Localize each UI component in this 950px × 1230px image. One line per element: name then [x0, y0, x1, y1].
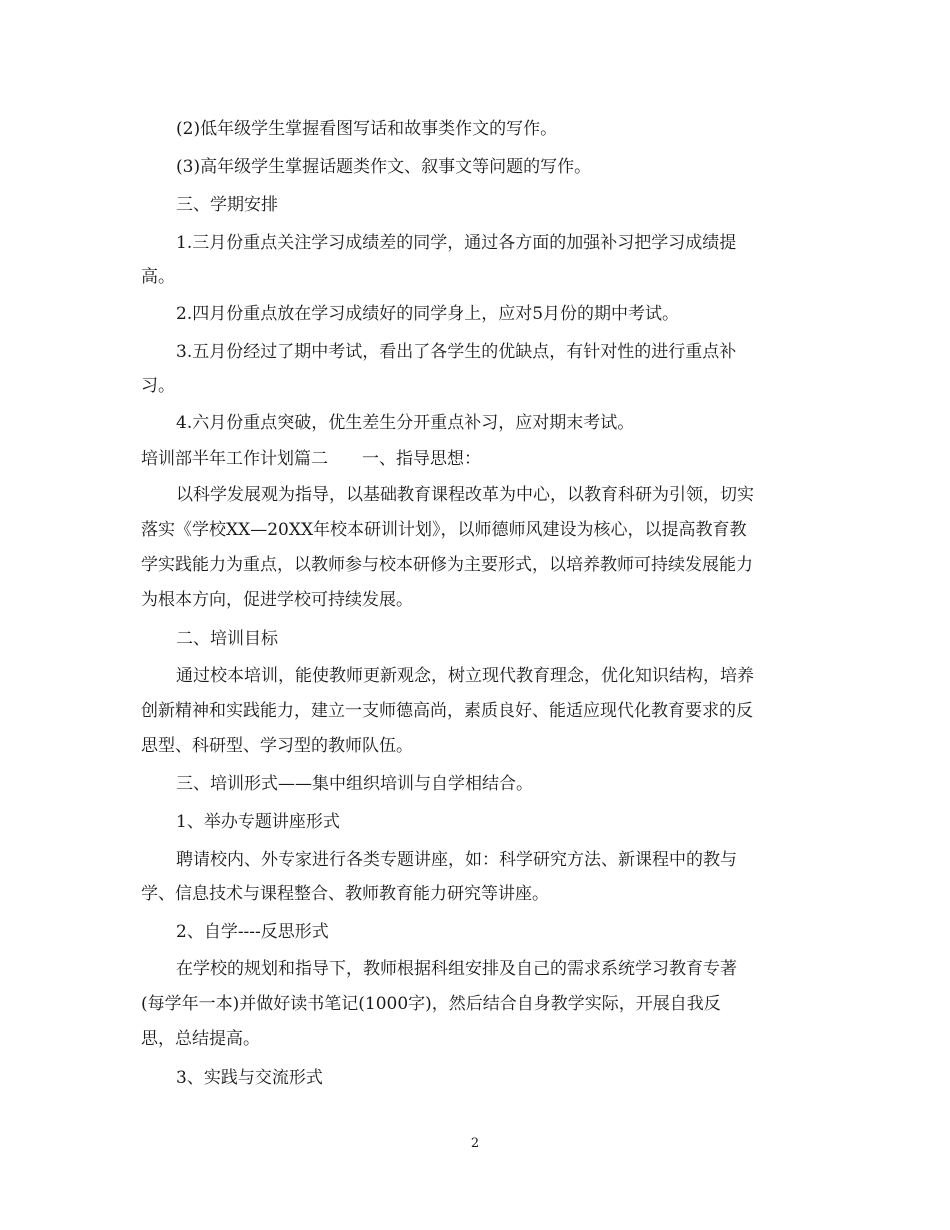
- text-line: 以科学发展观为指导，以基础教育课程改革为中心，以教育科研为引领，切实: [176, 485, 754, 505]
- text-line: 3.五月份经过了期中考试，看出了各学生的优缺点，有针对性的进行重点补: [176, 342, 737, 362]
- section-heading: 三、培训形式——集中组织培训与自学相结合。: [176, 774, 533, 794]
- text-line: (3)高年级学生掌握话题类作文、叙事文等问题的写作。: [176, 157, 592, 177]
- section-heading: 二、培训目标: [176, 629, 278, 649]
- text-line: 学实践能力为重点，以教师参与校本研修为主要形式，以培养教师可持续发展能力: [141, 555, 753, 575]
- text-line: 为根本方向，促进学校可持续发展。: [141, 590, 413, 610]
- text-line: 创新精神和实践能力，建立一支师德高尚，素质良好、能适应现代化教育要求的反: [141, 701, 753, 721]
- page-number: 2: [470, 1136, 480, 1151]
- text-line: (每学年一本)并做好读书笔记(1000字)，然后结合自身教学实际，开展自我反: [141, 994, 721, 1014]
- article-title: 培训部半年工作计划篇二 一、指导思想：: [141, 449, 481, 469]
- text-line: 落实《学校XX—20XX年校本研训计划》，以师德师风建设为核心，以提高教育教: [141, 520, 747, 540]
- text-line: 聘请校内、外专家进行各类专题讲座，如：科学研究方法、新课程中的教与: [176, 850, 737, 870]
- text-line: 思，总结提高。: [141, 1029, 260, 1049]
- text-line: 在学校的规划和指导下，教师根据科组安排及自己的需求系统学习教育专著: [176, 959, 737, 979]
- text-line: 思型、科研型、学习型的教师队伍。: [141, 736, 413, 756]
- text-line: 1.三月份重点关注学习成绩差的同学，通过各方面的加强补习把学习成绩提: [176, 233, 737, 253]
- sub-heading: 2、自学----反思形式: [176, 922, 329, 942]
- text-line: 学、信息技术与课程整合、教师教育能力研究等讲座。: [141, 884, 549, 904]
- section-heading: 三、学期安排: [176, 195, 278, 215]
- text-line: 高。: [141, 267, 175, 287]
- sub-heading: 3、实践与交流形式: [176, 1068, 323, 1088]
- text-line: 通过校本培训，能使教师更新观念，树立现代教育理念，优化知识结构，培养: [176, 666, 754, 686]
- sub-heading: 1、举办专题讲座形式: [176, 812, 340, 832]
- text-line: 4.六月份重点突破，优生差生分开重点补习，应对期末考试。: [176, 413, 635, 433]
- text-line: 习。: [141, 376, 175, 396]
- text-line: 2.四月份重点放在学习成绩好的同学身上，应对5月份的期中考试。: [176, 304, 680, 324]
- text-line: (2)低年级学生掌握看图写话和故事类作文的写作。: [176, 119, 558, 139]
